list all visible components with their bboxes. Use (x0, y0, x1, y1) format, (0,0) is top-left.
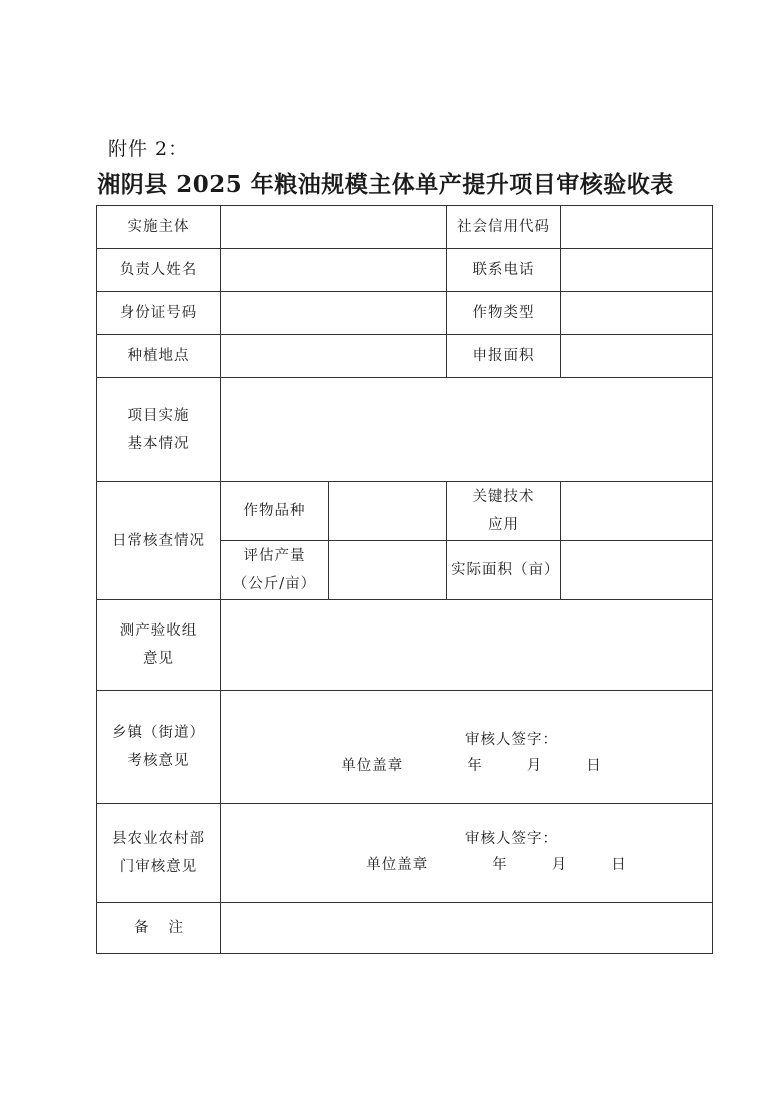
survey-group-label-line2: 意见 (143, 651, 174, 667)
entity-value-cell[interactable] (221, 206, 447, 249)
county-seal-date (225, 852, 708, 878)
table-row (97, 206, 713, 249)
project-status-label (97, 378, 221, 482)
town-opinion-label-line2: 考核意见 (127, 753, 190, 769)
key-tech-value-cell[interactable] (561, 482, 713, 541)
attachment-label: 附件 2： (108, 138, 189, 160)
town-opinion-label-line1: 乡镇（街道） (112, 725, 205, 741)
review-acceptance-table (96, 205, 713, 954)
crop-type-value-cell[interactable] (561, 292, 713, 335)
county-reviewer-signature (225, 826, 708, 852)
est-yield-label-line2: （公斤/亩） (232, 576, 317, 592)
declared-area-label: 申报面积 (447, 335, 561, 378)
town-reviewer-signature (225, 727, 708, 753)
day-label: 日 (586, 758, 602, 774)
key-tech-label-line1: 关键技术 (472, 489, 535, 505)
credit-code-value-cell[interactable] (561, 206, 713, 249)
reviewer-signature-label: 审核人签字： (465, 732, 558, 748)
table-row (97, 249, 713, 292)
town-opinion-value-cell[interactable] (221, 691, 713, 804)
project-status-label-line1: 项目实施 (127, 407, 190, 424)
phone-value-cell[interactable] (561, 249, 713, 292)
county-opinion-label (97, 804, 221, 903)
month-label: 月 (526, 758, 543, 774)
table-row (97, 335, 713, 378)
reviewer-signature-label: 审核人签字： (465, 831, 558, 847)
declared-area-value-cell[interactable] (561, 335, 713, 378)
credit-code-label: 社会信用代码 (447, 206, 561, 249)
project-status-value-cell[interactable] (221, 378, 713, 482)
leader-name-value-cell[interactable] (221, 249, 447, 292)
year-label: 年 (492, 857, 508, 873)
entity-label: 实施主体 (97, 206, 221, 249)
leader-name-label: 负责人姓名 (97, 249, 221, 292)
key-tech-label (447, 482, 561, 541)
est-yield-value-cell[interactable] (329, 541, 447, 600)
est-yield-label-line1: 评估产量 (243, 548, 306, 564)
crop-type-label: 作物类型 (447, 292, 561, 335)
table-row (97, 292, 713, 335)
town-seal-date (225, 753, 708, 779)
phone-label: 联系电话 (447, 249, 561, 292)
planting-location-label: 种植地点 (97, 335, 221, 378)
daily-check-label: 日常核查情况 (97, 482, 221, 600)
actual-area-value-cell[interactable] (561, 541, 713, 600)
table-row (97, 482, 713, 541)
project-status-label-line2: 基本情况 (127, 435, 190, 452)
remark-value-cell[interactable] (221, 903, 713, 954)
planting-location-value-cell[interactable] (221, 335, 447, 378)
est-yield-label (221, 541, 329, 600)
remark-label (97, 903, 221, 954)
id-number-label: 身份证号码 (97, 292, 221, 335)
table-row (97, 600, 713, 691)
year-label: 年 (467, 758, 483, 774)
survey-group-label-line1: 测产验收组 (119, 623, 198, 639)
table-row (97, 903, 713, 954)
table-row (97, 378, 713, 482)
seal-label: 单位盖章 (341, 758, 404, 774)
county-opinion-label-line1: 县农业农村部 (112, 831, 205, 847)
crop-variety-label: 作物品种 (221, 482, 329, 541)
crop-variety-value-cell[interactable] (329, 482, 447, 541)
id-number-value-cell[interactable] (221, 292, 447, 335)
table-row (97, 691, 713, 804)
table-row (97, 804, 713, 903)
key-tech-label-line2: 应用 (488, 517, 519, 533)
day-label: 日 (611, 857, 627, 873)
survey-group-value-cell[interactable] (221, 600, 713, 691)
seal-label: 单位盖章 (366, 857, 429, 873)
actual-area-label: 实际面积（亩） (447, 541, 561, 600)
document-title: 湘阴县 2025 年粮油规模主体单产提升项目审核验收表 (97, 171, 674, 198)
county-opinion-label-line2: 门审核意见 (119, 859, 198, 875)
remark-label-text: 备注 (134, 920, 203, 936)
county-opinion-value-cell[interactable] (221, 804, 713, 903)
month-label: 月 (551, 857, 568, 873)
town-opinion-label (97, 691, 221, 804)
survey-group-label (97, 600, 221, 691)
